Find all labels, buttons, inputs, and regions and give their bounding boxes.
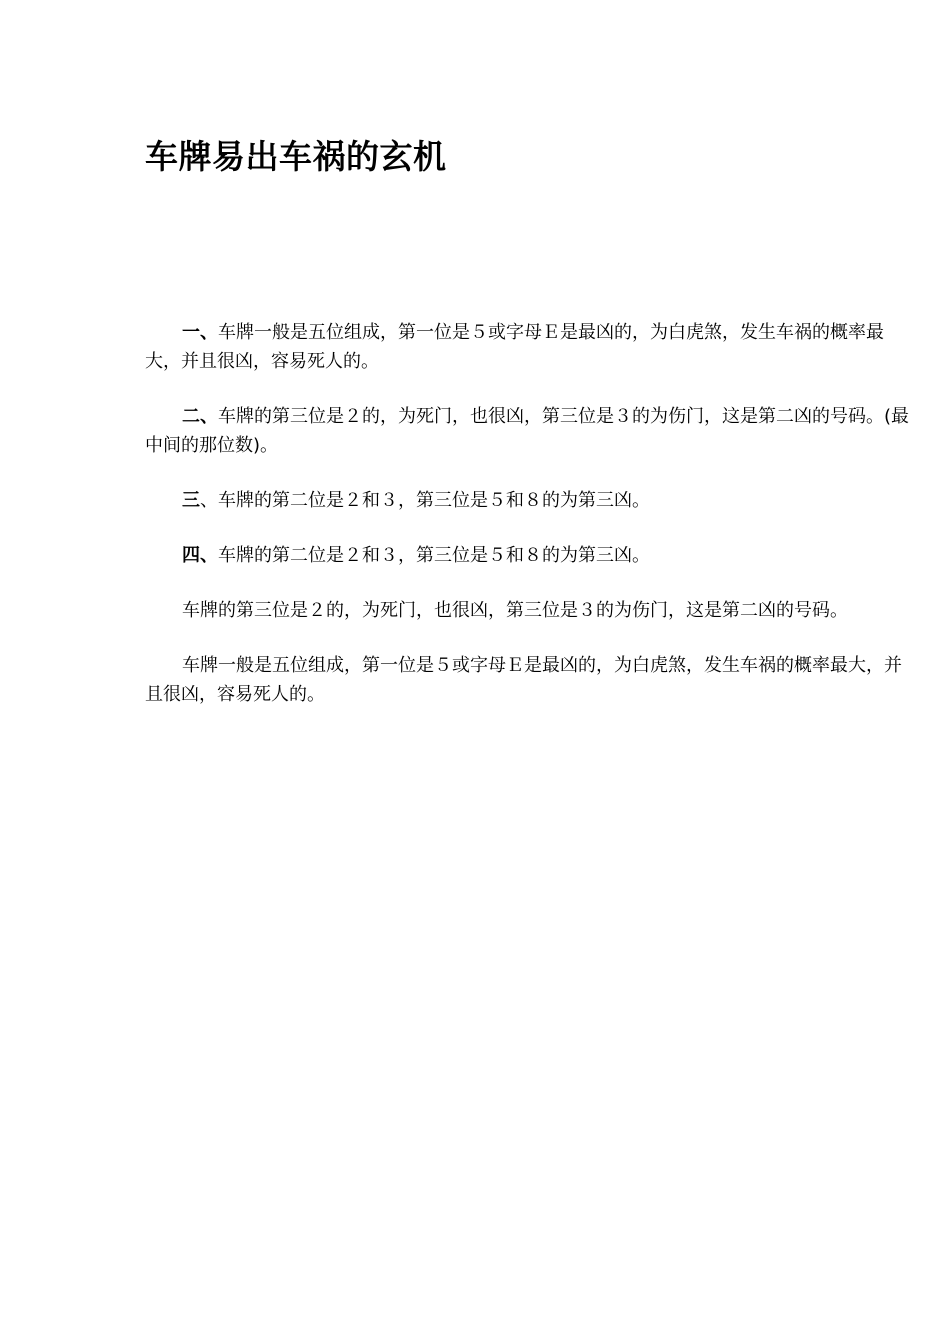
paragraph-5-text: 车牌的第三位是２的，为死门，也很凶，第三位是３的为伤门，这是第二凶的号码。 (182, 600, 848, 621)
paragraph-1-lead: 一、 (182, 322, 218, 343)
paragraph-2-lead: 二、 (182, 406, 218, 427)
document-title: 车牌易出车祸的玄机 (145, 137, 447, 176)
paragraph-3 (145, 486, 915, 515)
paragraph-4-text: 车牌的第二位是２和３，第三位是５和８的为第三凶。 (218, 545, 650, 566)
paragraph-3-text: 、车牌的第二位是２和３，第三位是５和８的为第三凶。 (200, 490, 650, 511)
paragraph-4 (145, 541, 915, 570)
document-body (145, 318, 915, 735)
paragraph-2 (145, 402, 915, 460)
paragraph-6-text: 车牌一般是五位组成，第一位是５或字母Ｅ是最凶的，为白虎煞，发生车祸的概率最大，并且很凶，容易死人的。 (145, 655, 902, 705)
paragraph-5 (145, 596, 915, 625)
paragraph-4-lead: 四、 (182, 545, 218, 566)
paragraph-1 (145, 318, 915, 376)
paragraph-3-lead: 三 (182, 490, 200, 511)
paragraph-1-text: 车牌一般是五位组成，第一位是５或字母Ｅ是最凶的，为白虎煞，发生车祸的概率最大，并且很凶，容易死人的。 (145, 322, 884, 372)
paragraph-6 (145, 651, 915, 709)
paragraph-2-text: 车牌的第三位是２的，为死门，也很凶，第三位是３的为伤门，这是第二凶的号码。(最中间的那位数)。 (145, 406, 910, 456)
